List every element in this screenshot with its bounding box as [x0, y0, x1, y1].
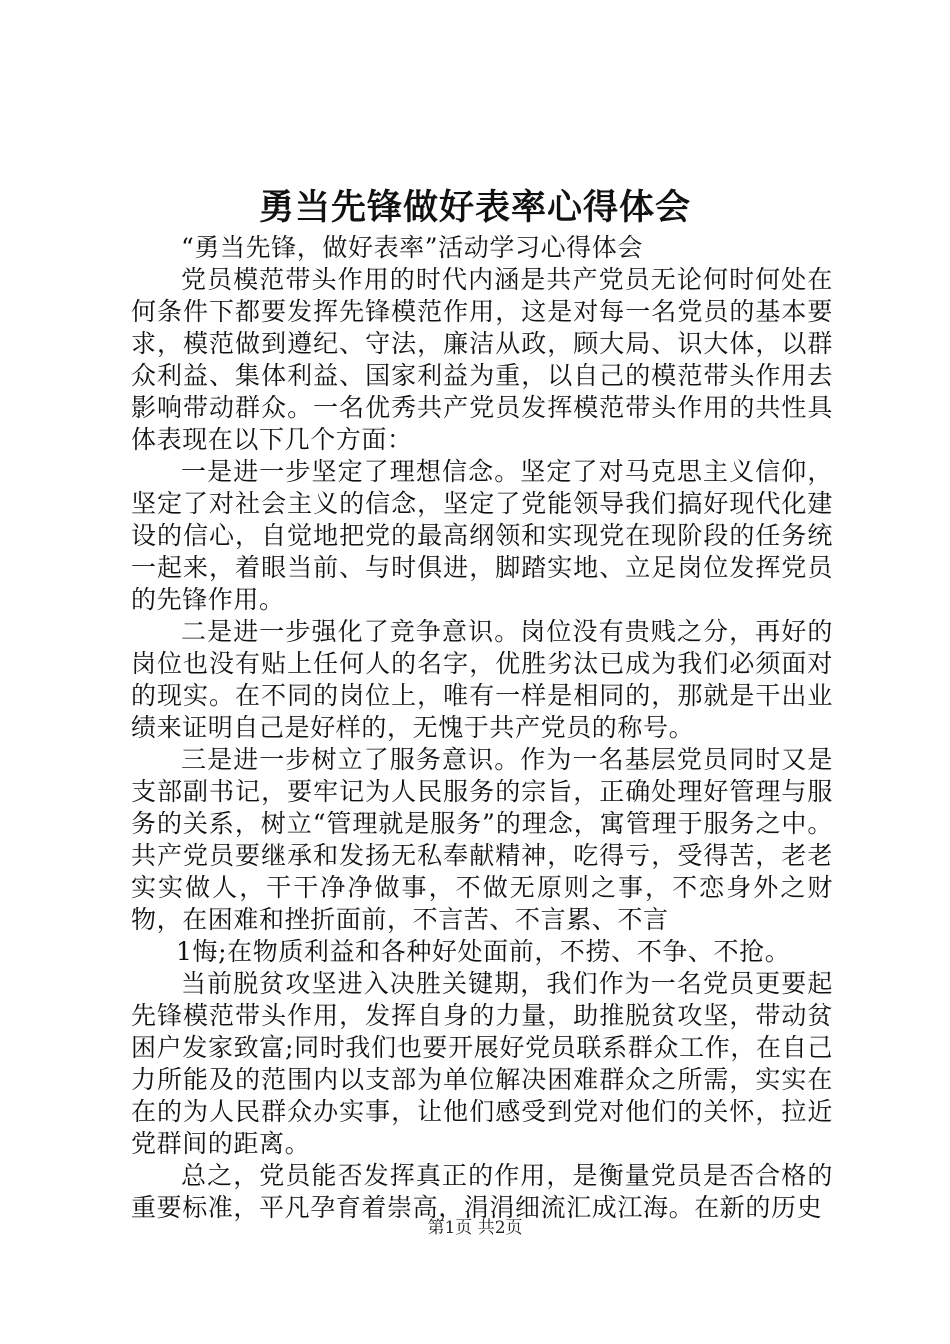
point-three-paragraph: 三是进一步树立了服务意识。作为一名基层党员同时又是支部副书记，要牢记为人民服务的宗旨，正确处理好管理与服务的关系，树立“管理就是服务”的理念，寓管理于服务之中。共产党员要继承和发扬无私奉献精神，吃得亏，受得苦，老老实实做人，干干净净做事，不做无原则之事，不恋身外之财物，在困难和挫折面前，不言苦、不言累、不言 — [131, 745, 833, 934]
continuation-paragraph: 1悔;在物质利益和各种好处面前，不捞、不争、不抢。 — [176, 937, 791, 966]
subtitle-paragraph: “勇当先锋，做好表率”活动学习心得体会 — [181, 233, 643, 262]
poverty-paragraph: 当前脱贫攻坚进入决胜关键期，我们作为一名党员更要起先锋模范带头作用，发挥自身的力量，助推脱贫攻坚，带动贫困户发家致富;同时我们也要开展好党员联系群众工作，在自己力所能及的范围内以支部为单位解决困难群众之所需，实实在在的为人民群众办实事，让他们感受到党对他们的关怀，拉近党群间的距离。 — [131, 969, 833, 1158]
point-two-paragraph: 二是进一步强化了竞争意识。岗位没有贵贱之分，再好的岗位也没有贴上任何人的名字，优胜劣汰已成为我们必须面对的现实。在不同的岗位上，唯有一样是相同的，那就是干出业绩来证明自己是好样的，无愧于共产党员的称号。 — [131, 617, 833, 742]
conclusion-paragraph: 总之，党员能否发挥真正的作用，是衡量党员是否合格的重要标准，平凡孕育着崇高，涓涓细流汇成江海。在新的历史 — [131, 1161, 833, 1222]
intro-paragraph: 党员模范带头作用的时代内涵是共产党员无论何时何处在何条件下都要发挥先锋模范作用，这是对每一名党员的基本要求，模范做到遵纪、守法，廉洁从政，顾大局、识大体，以群众利益、集体利益、国家利益为重，以自己的模范带头作用去影响带动群众。一名优秀共产党员发挥模范带头作用的共性具体表现在以下几个方面： — [131, 265, 833, 454]
document-title: 勇当先锋做好表率心得体会 — [258, 187, 691, 228]
page-footer: 第1页 共2页 — [427, 1218, 523, 1238]
point-one-paragraph: 一是进一步坚定了理想信念。坚定了对马克思主义信仰，坚定了对社会主义的信念，坚定了党能领导我们搞好现代化建设的信心，自觉地把党的最高纲领和实现党在现阶段的任务统一起来，着眼当前、与时俱进，脚踏实地、立足岗位发挥党员的先锋作用。 — [131, 457, 833, 614]
document-body — [131, 232, 833, 1224]
